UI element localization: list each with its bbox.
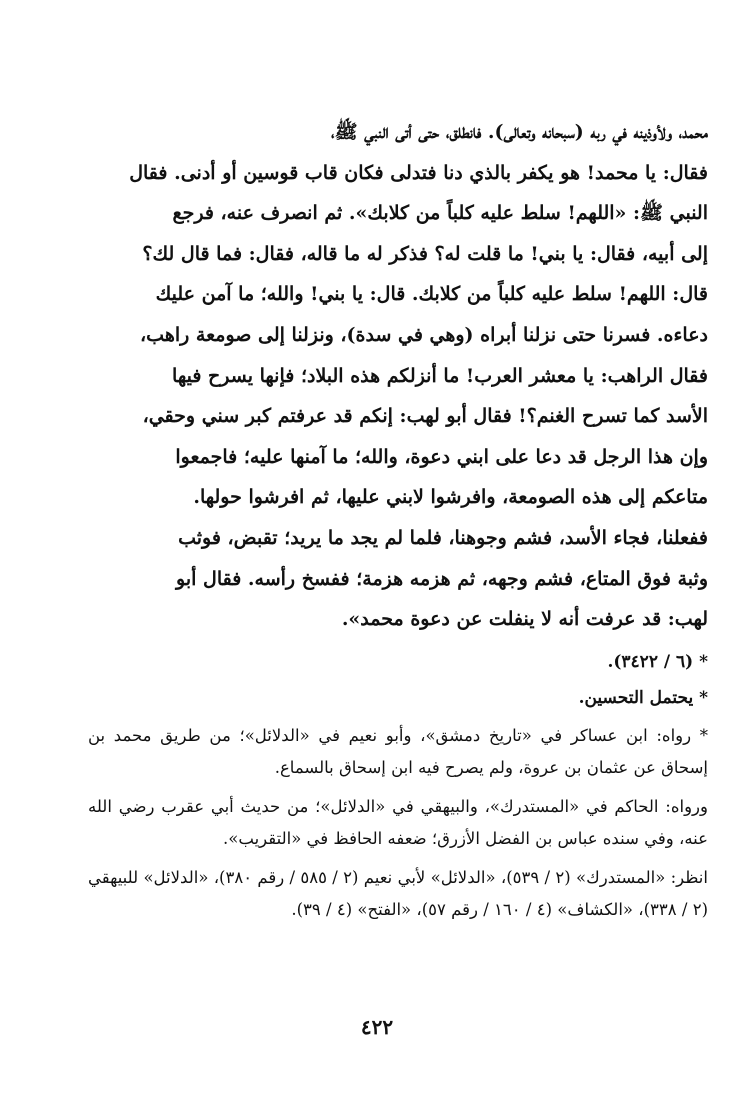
text-line: قال: اللهم! سلط عليه كلباً من كلابك. قال: يا بني! والله؛ ما آمن عليك [155, 283, 708, 306]
text-line: محمد، ولأوذينه في ربه (سبحانه وتعالى). فانطلق، حتى أتى النبي ﷺ، [330, 121, 708, 143]
text-line: فقال: يا محمد! هو يكفر بالذي دنا فتدلى فكان قاب قوسين أو أدنى. فقال [129, 161, 708, 184]
reference-number: * (٦ / ٣٤٢٢). [607, 651, 708, 672]
hadith-meta [88, 644, 708, 716]
footnote: ورواه: الحاكم في «المستدرك»، والبيهقي في «الدلائل»؛ من حديث أبي عقرب رضي الله عنه، وفي سنده عباس بن الفضل الأزرق؛ ضعفه الحافظ في «التقريب». [88, 796, 708, 849]
text-line: ففعلنا، فجاء الأسد، فشم وجوهنا، فلما لم يجد ما يريد؛ تقبض، فوثب [178, 526, 708, 549]
text-line: دعاءه. فسرنا حتى نزلنا أبراه (وهي في سدة)، ونزلنا إلى صومعة راهب، [140, 323, 708, 346]
text-line: وإن هذا الرجل قد دعا على ابني دعوة، والله؛ ما آمنها عليه؛ فاجمعوا [175, 445, 708, 468]
hadith-text [88, 112, 708, 640]
page-number: ٤٢٢ [360, 1015, 394, 1039]
text-line: إلى أبيه، فقال: يا بني! ما قلت له؟ فذكر له ما قاله، فقال: فما قال لك؟ [142, 242, 708, 265]
text-line: الأسد كما تسرح الغنم؟! فقال أبو لهب: إنكم قد عرفتم كبر سني وحقي، [142, 405, 708, 428]
text-line: متاعكم إلى هذه الصومعة، وافرشوا لابني عليها، ثم افرشوا حولها. [193, 486, 708, 509]
footnote: انظر: «المستدرك» (٢ / ٥٣٩)، «الدلائل» لأبي نعيم (٢ / ٥٨٥ / رقم ٣٨٠)، «الدلائل» للبيهقي (٢ / ٣٣٨)، «الكشاف» (٤ / ١٦٠ / رقم ٥٧)، «الفتح» (٤ / ٣٩). [88, 867, 708, 920]
text-line: فقال الراهب: يا معشر العرب! ما أنزلكم هذه البلاد؛ فإنها يسرح فيها [172, 364, 708, 387]
page-body [88, 112, 708, 933]
grading: * يحتمل التحسين. [578, 687, 708, 708]
text-line: لهب: قد عرفت أنه لا ينفلت عن دعوة محمد». [341, 608, 708, 631]
text-line: وثبة فوق المتاع، فشم وجهه، ثم هزمه هزمة؛ ففسخ رأسه. فقال أبو [176, 567, 708, 590]
takhrij-notes [88, 720, 708, 927]
footnote: * رواه: ابن عساكر في «تاريخ دمشق»، وأبو نعيم في «الدلائل»؛ من طريق محمد بن إسحاق عن عثمان بن عروة، ولم يصرح فيه ابن إسحاق بالسماع. [88, 725, 708, 778]
text-line: النبي ﷺ: «اللهم! سلط عليه كلباً من كلابك». ثم انصرف عنه، فرجع [172, 202, 708, 225]
